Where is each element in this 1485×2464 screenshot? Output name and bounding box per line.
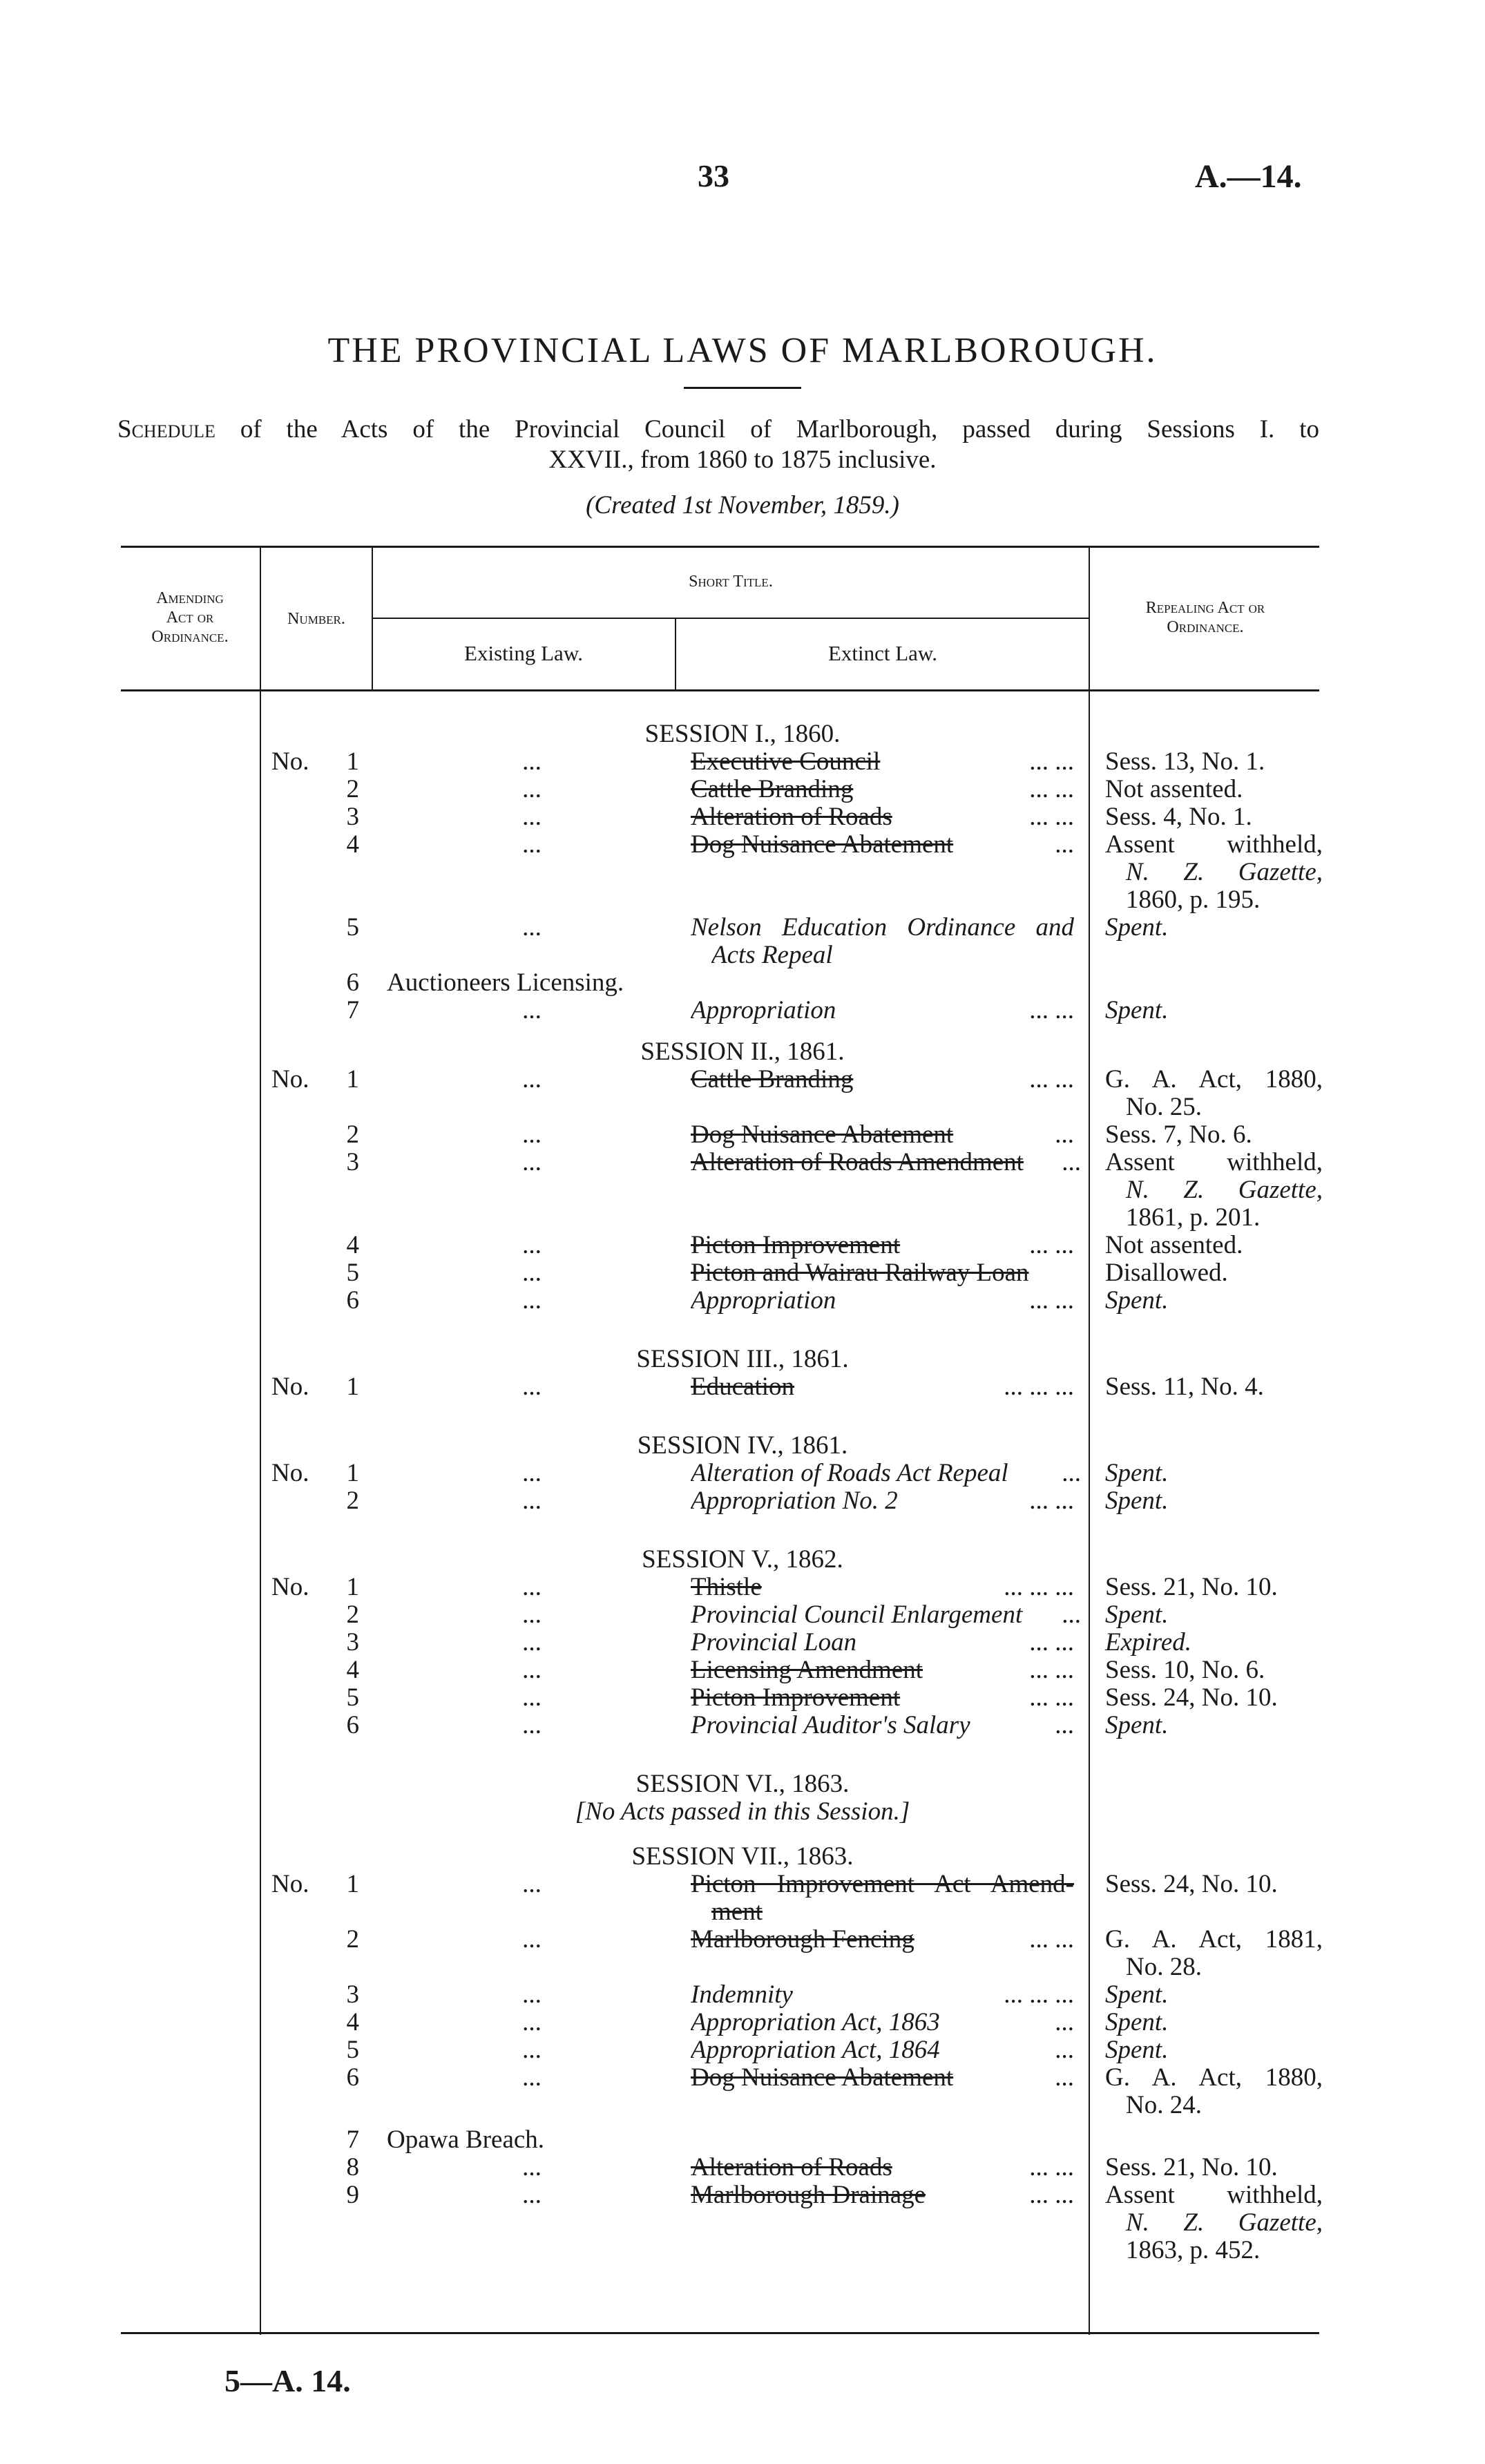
dot-leader: ... <box>1055 2036 1074 2064</box>
session-heading: SESSION V., 1862. <box>642 1545 843 1574</box>
table-row <box>0 1460 1485 1487</box>
table-row <box>0 1487 1485 1515</box>
created-date: (Created 1st November, 1859.) <box>586 491 899 519</box>
session-heading: SESSION VI., 1863. <box>635 1770 850 1798</box>
row-number: 6 <box>346 2063 359 2092</box>
dot-leader: ... <box>1055 1120 1074 1149</box>
existing-law-cell: ... <box>522 1231 542 1259</box>
row-number: 1 <box>346 1573 359 1601</box>
existing-law-cell: ... <box>522 1487 542 1515</box>
session-note: [No Acts passed in this Session.] <box>575 1797 910 1826</box>
dot-leader: ... <box>1055 1711 1074 1739</box>
table-row <box>0 1601 1485 1629</box>
short-title-divider <box>372 618 1089 619</box>
session-heading: SESSION VII., 1863. <box>631 1842 854 1871</box>
extinct-law-cell: Appropriation Act, 1863 <box>691 2009 940 2036</box>
table-row <box>0 2036 1485 2064</box>
repealing-act-cell-line-2: N. Z. Gazette, <box>1126 2208 1323 2237</box>
row-no-label: No. <box>271 1065 309 1093</box>
dot-leader: ... <box>1062 1148 1081 1176</box>
table-row <box>0 1287 1485 1315</box>
dot-leader: ... <box>1062 1459 1081 1487</box>
dot-leader: ... ... <box>1029 747 1074 776</box>
repealing-act-cell: Spent. <box>1105 996 1169 1024</box>
table-row <box>0 803 1485 831</box>
table-row-continuation <box>0 1204 1485 1232</box>
existing-law-cell: ... <box>522 2063 542 2092</box>
session-heading: SESSION I., 1860. <box>644 720 841 748</box>
repealing-act-cell: Spent. <box>1105 1601 1169 1629</box>
table-row <box>0 2126 1485 2154</box>
schedule-word: Schedule <box>117 415 215 443</box>
existing-law-cell: ... <box>522 1459 542 1487</box>
existing-law-cell: ... <box>522 996 542 1024</box>
header-extinct-law: Extinct Law. <box>827 641 938 665</box>
row-number: 7 <box>346 2126 359 2154</box>
extinct-law-cell: Alteration of Roads Act Repeal <box>691 1460 1008 1487</box>
dot-leader: ... ... <box>1029 1286 1074 1315</box>
repealing-act-cell: G. A. Act, 1880, <box>1105 1065 1323 1093</box>
schedule-text-1: of the Acts of the Provincial Council of Marlborough, passed during Sessions I. to <box>240 415 1319 443</box>
dot-leader: ... ... ... <box>1004 1573 1074 1601</box>
extinct-law-cell: Appropriation Act, 1864 <box>691 2036 940 2064</box>
extinct-law-cell: Provincial Loan <box>691 1629 857 1656</box>
extinct-law-cell-line-2: ment <box>711 1898 763 1926</box>
repealing-act-cell-line-3: 1860, p. 195. <box>1126 886 1261 914</box>
existing-law-cell: ... <box>522 1980 542 2009</box>
row-number: 2 <box>346 1487 359 1515</box>
row-number: 7 <box>346 996 359 1024</box>
table-row <box>0 2154 1485 2181</box>
extinct-law-cell: Licensing Amendment <box>691 1656 923 1684</box>
column-rule-3 <box>675 618 676 691</box>
dot-leader: ... <box>1062 1601 1081 1629</box>
row-number: 1 <box>346 1373 359 1401</box>
table-row <box>0 1066 1485 1093</box>
row-number: 2 <box>346 1120 359 1149</box>
dot-leader: ... ... <box>1029 1925 1074 1954</box>
existing-law-cell: ... <box>522 1870 542 1898</box>
existing-law-cell: Opawa Breach. <box>387 2126 545 2154</box>
extinct-law-cell: Cattle Branding <box>691 776 854 803</box>
extinct-law-cell: Marlborough Drainage <box>691 2181 926 2209</box>
row-no-label: No. <box>271 1870 309 1898</box>
table-row <box>0 997 1485 1024</box>
session-heading: SESSION IV., 1861. <box>637 1431 848 1460</box>
repealing-act-cell-line-2: N. Z. Gazette, <box>1126 1176 1323 1204</box>
existing-law-cell: ... <box>522 1373 542 1401</box>
header-repealing-line-1: Repealing Act or <box>1145 599 1265 617</box>
dot-leader: ... ... <box>1029 1065 1074 1093</box>
extinct-law-cell: Cattle Branding <box>691 1066 854 1093</box>
dot-leader: ... ... <box>1029 1683 1074 1712</box>
existing-law-cell: ... <box>522 1711 542 1739</box>
row-number: 2 <box>346 775 359 803</box>
table-row-continuation <box>0 1898 1485 1926</box>
dot-leader: ... ... <box>1029 1656 1074 1684</box>
table-row <box>0 1629 1485 1656</box>
repealing-act-cell: Sess. 7, No. 6. <box>1105 1120 1252 1149</box>
repealing-act-cell-line-2: No. 28. <box>1126 1953 1202 1981</box>
header-number: Number. <box>287 610 345 628</box>
schedule-description-line1 <box>117 414 1319 444</box>
repealing-act-cell: Sess. 13, No. 1. <box>1105 747 1265 776</box>
extinct-law-cell: Picton Improvement <box>691 1232 901 1259</box>
extinct-law-cell: Alteration of Roads <box>691 2154 892 2181</box>
dot-leader: ... ... <box>1029 2181 1074 2209</box>
table-row <box>0 1871 1485 1898</box>
dot-leader: ... <box>1055 2063 1074 2092</box>
extinct-law-cell: Executive Council <box>691 748 881 776</box>
extinct-law-cell-line-2: Acts Repeal <box>711 942 833 969</box>
row-number: 3 <box>346 1980 359 2009</box>
dot-leader: ... ... <box>1029 1628 1074 1656</box>
page-title: THE PROVINCIAL LAWS OF MARLBOROUGH. <box>327 331 1158 370</box>
repealing-act-cell: Spent. <box>1105 1459 1169 1487</box>
repealing-act-cell: Sess. 21, No. 10. <box>1105 1573 1278 1601</box>
dot-leader: ... ... <box>1029 2153 1074 2181</box>
dot-leader: ... ... ... <box>1004 1980 1074 2009</box>
row-number: 5 <box>346 1259 359 1287</box>
extinct-law-cell: Nelson Education Ordinance and <box>691 914 1074 942</box>
repealing-act-cell: Sess. 21, No. 10. <box>1105 2153 1278 2181</box>
row-number: 4 <box>346 1656 359 1684</box>
row-no-label: No. <box>271 1459 309 1487</box>
table-row <box>0 1574 1485 1601</box>
table-row <box>0 748 1485 776</box>
repealing-act-cell: G. A. Act, 1880, <box>1105 2063 1323 2092</box>
table-row <box>0 776 1485 803</box>
extinct-law-cell: Appropriation <box>691 1287 836 1315</box>
table-row <box>0 2181 1485 2209</box>
page-number: 33 <box>698 158 729 193</box>
header-amending-line-3: Ordinance. <box>151 628 229 646</box>
row-number: 5 <box>346 2036 359 2064</box>
extinct-law-cell: Provincial Auditor's Salary <box>691 1712 970 1739</box>
dot-leader: ... ... <box>1029 775 1074 803</box>
repealing-act-cell: Expired. <box>1105 1628 1192 1656</box>
extinct-law-cell: Alteration of Roads Amendment <box>691 1149 1024 1176</box>
table-row <box>0 1712 1485 1739</box>
header-amending-line-1: Amending <box>156 589 224 607</box>
dot-leader: ... <box>1055 2008 1074 2036</box>
row-number: 6 <box>346 1286 359 1315</box>
title-rule <box>684 387 801 389</box>
row-number: 1 <box>346 1065 359 1093</box>
existing-law-cell: ... <box>522 1573 542 1601</box>
existing-law-cell: ... <box>522 1120 542 1149</box>
extinct-law-cell: Appropriation No. 2 <box>691 1487 898 1515</box>
table-row <box>0 831 1485 859</box>
header-repealing <box>1091 598 1319 637</box>
row-no-label: No. <box>271 1373 309 1401</box>
repealing-act-cell: Sess. 4, No. 1. <box>1105 803 1252 831</box>
column-rule-2 <box>372 546 373 691</box>
existing-law-cell: ... <box>522 1925 542 1954</box>
repealing-act-cell: Assent withheld, <box>1105 830 1323 859</box>
row-number: 3 <box>346 1628 359 1656</box>
table-row <box>0 969 1485 997</box>
repealing-act-cell: G. A. Act, 1881, <box>1105 1925 1323 1954</box>
repealing-act-cell: Sess. 11, No. 4. <box>1105 1373 1264 1401</box>
table-header-bottom-rule <box>121 689 1319 691</box>
row-number: 1 <box>346 747 359 776</box>
repealing-act-cell: Assent withheld, <box>1105 1148 1323 1176</box>
row-number: 2 <box>346 1925 359 1954</box>
row-no-label: No. <box>271 1573 309 1601</box>
repealing-act-cell: Spent. <box>1105 2036 1169 2064</box>
repealing-act-cell: Spent. <box>1105 1711 1169 1739</box>
repealing-act-cell: Disallowed. <box>1105 1259 1228 1287</box>
dot-leader: ... <box>1055 830 1074 859</box>
extinct-law-cell: Picton Improvement <box>691 1684 901 1712</box>
row-number: 5 <box>346 1683 359 1712</box>
existing-law-cell: ... <box>522 913 542 942</box>
row-number: 2 <box>346 1601 359 1629</box>
dot-leader: ... ... ... <box>1004 1373 1074 1401</box>
schedule-description-line2: XXVII., from 1860 to 1875 inclusive. <box>548 446 937 474</box>
table-row <box>0 1981 1485 2009</box>
row-number: 5 <box>346 913 359 942</box>
table-row <box>0 914 1485 942</box>
table-row <box>0 1926 1485 1954</box>
table-row-continuation <box>0 942 1485 969</box>
existing-law-cell: ... <box>522 747 542 776</box>
table-row <box>0 1121 1485 1149</box>
repealing-act-cell: Not assented. <box>1105 1231 1243 1259</box>
table-row-continuation <box>0 886 1485 914</box>
extinct-law-cell: Dog Nuisance Abatement <box>691 2064 954 2092</box>
existing-law-cell: ... <box>522 775 542 803</box>
repealing-act-cell: Sess. 10, No. 6. <box>1105 1656 1265 1684</box>
existing-law-cell: ... <box>522 1601 542 1629</box>
existing-law-cell: ... <box>522 1683 542 1712</box>
existing-law-cell: ... <box>522 2181 542 2209</box>
extinct-law-cell: Alteration of Roads <box>691 803 892 831</box>
table-row <box>0 1656 1485 1684</box>
existing-law-cell: ... <box>522 2008 542 2036</box>
table-row-continuation <box>0 1954 1485 1981</box>
table-row-continuation <box>0 1176 1485 1204</box>
row-number: 6 <box>346 968 359 997</box>
header-repealing-line-2: Ordinance. <box>1167 618 1244 636</box>
existing-law-cell: ... <box>522 1259 542 1287</box>
dot-leader: ... ... <box>1029 1487 1074 1515</box>
repealing-act-cell: Sess. 24, No. 10. <box>1105 1683 1278 1712</box>
existing-law-cell: Auctioneers Licensing. <box>387 968 624 997</box>
table-row <box>0 2064 1485 2092</box>
table-bottom-rule <box>121 2332 1319 2334</box>
session-heading: SESSION II., 1861. <box>640 1038 845 1066</box>
repealing-act-cell: Not assented. <box>1105 775 1243 803</box>
header-amending <box>121 589 259 647</box>
repealing-act-cell: Spent. <box>1105 913 1169 942</box>
row-number: 9 <box>346 2181 359 2209</box>
table-row <box>0 1684 1485 1712</box>
document-reference: A.—14. <box>1195 158 1302 195</box>
table-row <box>0 1373 1485 1401</box>
table-row-continuation <box>0 2237 1485 2264</box>
table-row-continuation <box>0 2209 1485 2237</box>
table-row-continuation <box>0 2092 1485 2119</box>
row-number: 3 <box>346 803 359 831</box>
extinct-law-cell: Indemnity <box>691 1981 793 2009</box>
extinct-law-cell: Dog Nuisance Abatement <box>691 831 954 859</box>
row-number: 4 <box>346 830 359 859</box>
repealing-act-cell: Spent. <box>1105 1487 1169 1515</box>
repealing-act-cell-line-3: 1861, p. 201. <box>1126 1203 1261 1232</box>
existing-law-cell: ... <box>522 1286 542 1315</box>
row-number: 4 <box>346 2008 359 2036</box>
repealing-act-cell-line-2: N. Z. Gazette, <box>1126 858 1323 886</box>
extinct-law-cell: Picton and Wairau Railway Loan <box>691 1259 1029 1287</box>
row-number: 6 <box>346 1711 359 1739</box>
repealing-act-cell: Spent. <box>1105 1980 1169 2009</box>
table-top-rule <box>121 546 1319 548</box>
repealing-act-cell: Spent. <box>1105 1286 1169 1315</box>
row-number: 4 <box>346 1231 359 1259</box>
existing-law-cell: ... <box>522 803 542 831</box>
extinct-law-cell: Appropriation <box>691 997 836 1024</box>
header-short-title: Short Title. <box>689 573 773 591</box>
row-number: 8 <box>346 2153 359 2181</box>
repealing-act-cell-line-3: 1863, p. 452. <box>1126 2236 1261 2264</box>
table-row <box>0 1259 1485 1287</box>
repealing-act-cell-line-2: No. 24. <box>1126 2091 1202 2119</box>
existing-law-cell: ... <box>522 2153 542 2181</box>
dot-leader: ... ... <box>1029 1231 1074 1259</box>
table-row <box>0 1232 1485 1259</box>
existing-law-cell: ... <box>522 1148 542 1176</box>
dot-leader: ... ... <box>1029 803 1074 831</box>
repealing-act-cell: Assent withheld, <box>1105 2181 1323 2209</box>
table-row <box>0 2009 1485 2036</box>
existing-law-cell: ... <box>522 1628 542 1656</box>
session-heading: SESSION III., 1861. <box>636 1345 849 1373</box>
existing-law-cell: ... <box>522 2036 542 2064</box>
row-number: 1 <box>346 1870 359 1898</box>
table-row-continuation <box>0 859 1485 886</box>
repealing-act-cell: Sess. 24, No. 10. <box>1105 1870 1278 1898</box>
existing-law-cell: ... <box>522 830 542 859</box>
page-footer-signature: 5—A. 14. <box>224 2363 351 2398</box>
extinct-law-cell: Provincial Council Enlargement <box>691 1601 1023 1629</box>
repealing-act-cell: Spent. <box>1105 2008 1169 2036</box>
row-no-label: No. <box>271 747 309 776</box>
header-existing-law: Existing Law. <box>464 641 583 665</box>
extinct-law-cell: Dog Nuisance Abatement <box>691 1121 954 1149</box>
header-amending-line-2: Act or <box>166 609 214 627</box>
extinct-law-cell: Thistle <box>691 1574 762 1601</box>
repealing-act-cell-line-2: No. 25. <box>1126 1093 1202 1121</box>
row-number: 3 <box>346 1148 359 1176</box>
extinct-law-cell: Marlborough Fencing <box>691 1926 914 1954</box>
dot-leader: ... ... <box>1029 996 1074 1024</box>
extinct-law-cell: Education <box>691 1373 795 1401</box>
existing-law-cell: ... <box>522 1656 542 1684</box>
row-number: 1 <box>346 1459 359 1487</box>
existing-law-cell: ... <box>522 1065 542 1093</box>
extinct-law-cell: Picton Improvement Act Amend- <box>691 1871 1074 1898</box>
table-row <box>0 1149 1485 1176</box>
table-row-continuation <box>0 1093 1485 1121</box>
